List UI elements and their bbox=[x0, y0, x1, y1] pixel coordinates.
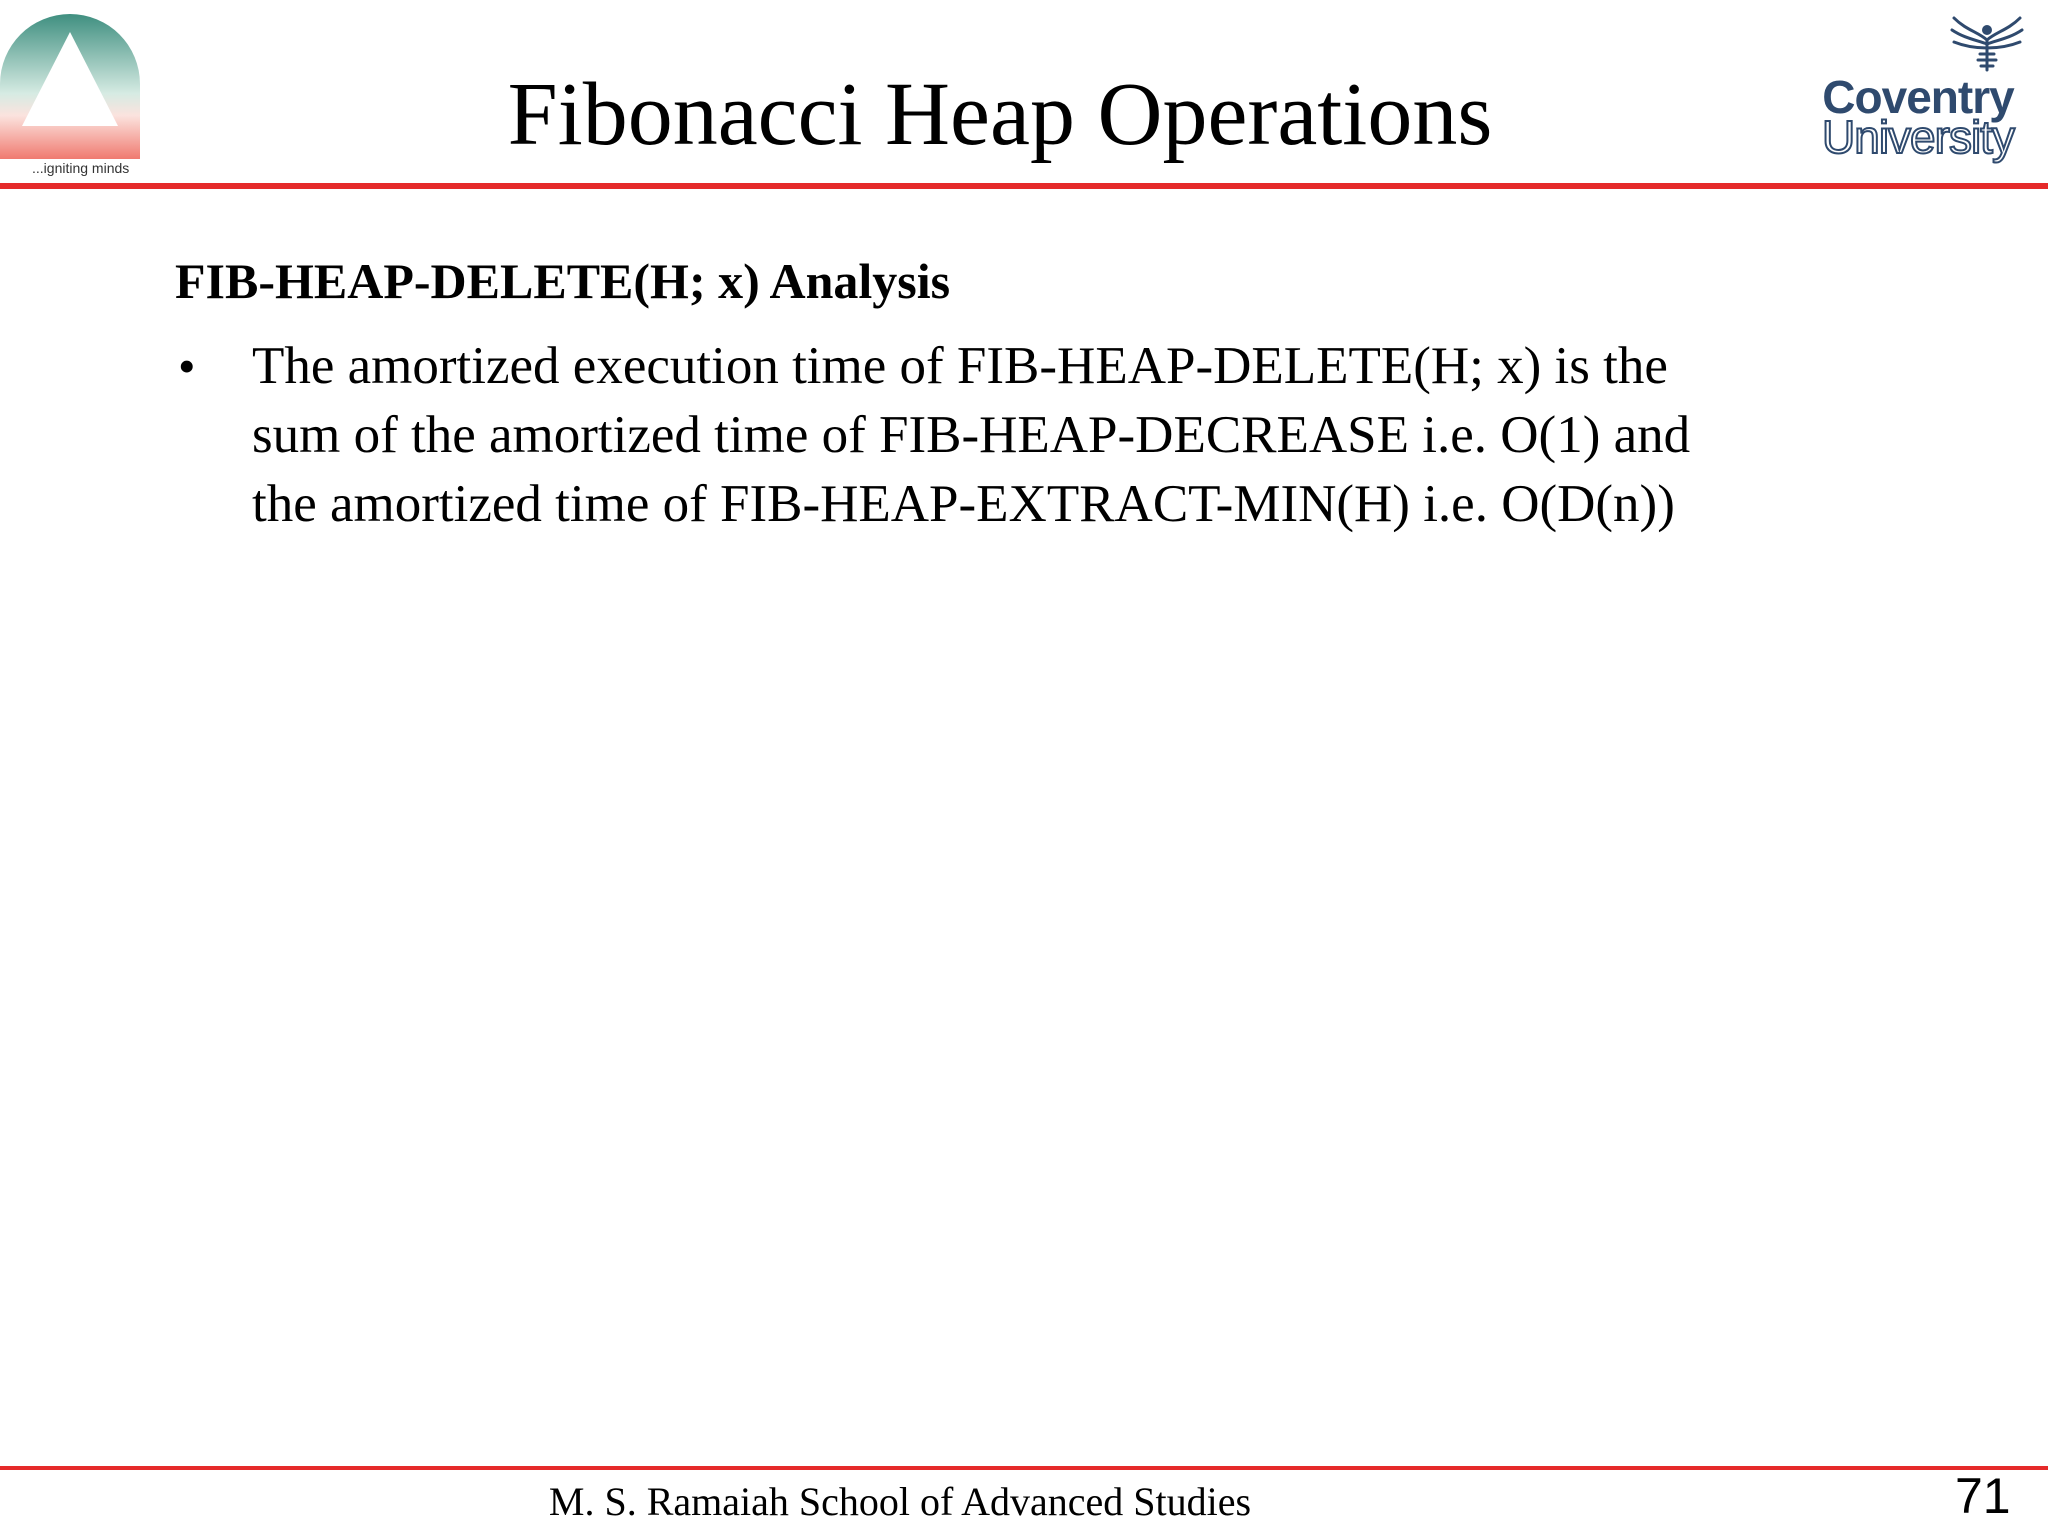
header-divider bbox=[0, 183, 2048, 189]
bullet-text-line: sum of the amortized time of FIB-HEAP-DECREASE i.e. O(1) and bbox=[252, 406, 1691, 464]
bullet-icon: • bbox=[178, 338, 196, 394]
page-number: 71 bbox=[1955, 1468, 2011, 1524]
university-wordmark: University bbox=[1822, 111, 2014, 163]
phoenix-crest-icon bbox=[1948, 10, 2026, 76]
logo-tagline: ...igniting minds bbox=[32, 160, 130, 176]
list-item bbox=[0, 332, 1852, 539]
coventry-university-logo bbox=[1808, 10, 2028, 163]
footer-institution: M. S. Ramaiah School of Advanced Studies bbox=[548, 1479, 1252, 1524]
section-heading: FIB-HEAP-DELETE(H; x) Analysis bbox=[175, 253, 951, 309]
bullet-list bbox=[0, 332, 1852, 539]
slide-title: Fibonacci Heap Operations bbox=[507, 65, 1493, 164]
footer-divider bbox=[0, 1466, 2048, 1470]
bullet-text-line: The amortized execution time of FIB-HEAP-DELETE(H; x) is the bbox=[252, 337, 1668, 395]
bullet-text-line: the amortized time of FIB-HEAP-EXTRACT-MIN(H) i.e. O(D(n)) bbox=[252, 475, 1675, 533]
coventry-wordmark: Coventry bbox=[1822, 71, 2014, 123]
